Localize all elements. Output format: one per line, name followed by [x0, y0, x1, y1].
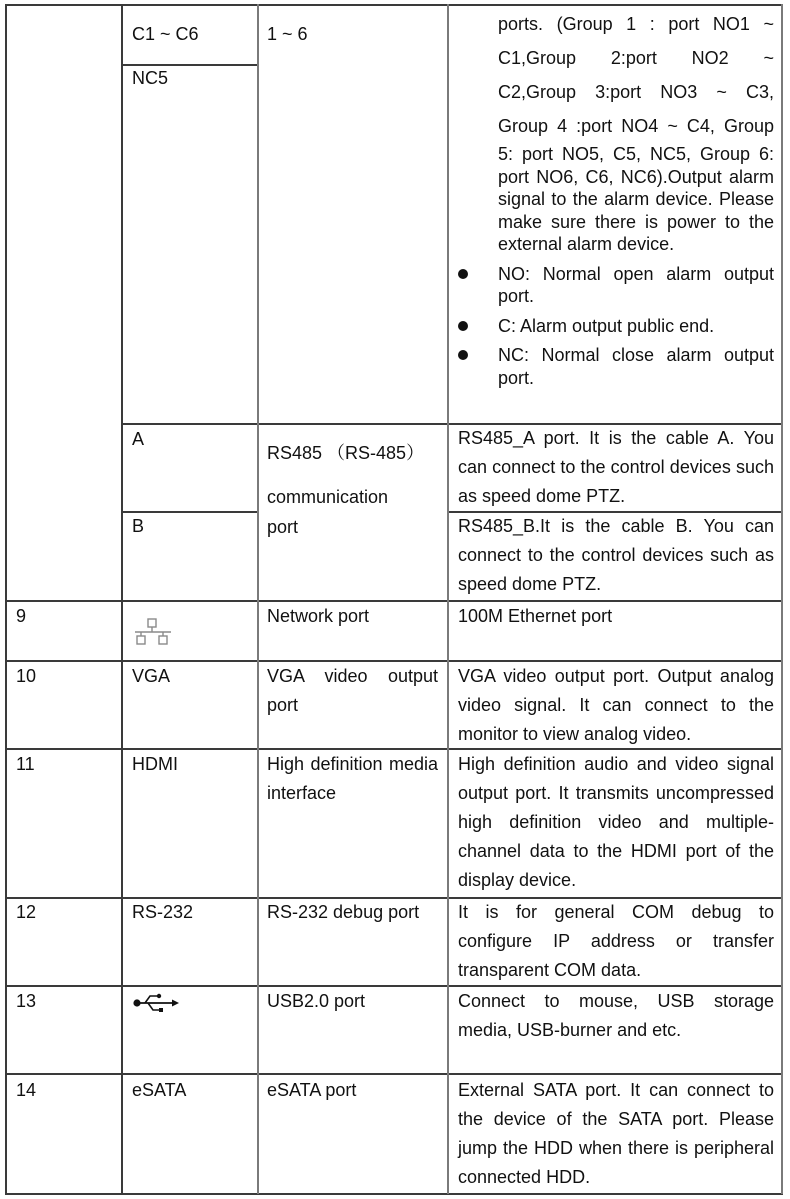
table-border-right [781, 4, 783, 1194]
row-number: 9 [16, 606, 27, 626]
port-description-cell: It is for general COM debug to configure IP address or transfer transparent COM data. [458, 902, 774, 980]
column-divider [447, 4, 449, 1194]
bullet-row [498, 344, 774, 389]
description-line: ports. (Group 1 : port NO1 ~ [498, 14, 774, 34]
description-text: 5: port NO5, C5, NC5, Group 6: port NO6, C6, NC6).Output alarm signal to the alarm device. Please make sure there is power to the external alarm device. [498, 144, 774, 254]
description-line: Group 4 :port NO4 ~ C4, Group [498, 116, 774, 136]
port-name-cell: NC5 [132, 68, 169, 88]
network-port-icon [133, 618, 173, 651]
port-name-cell: RS-232 [132, 902, 194, 922]
port-description-cell: RS485_A port. It is the cable A. You can connect to the control devices such as speed dome PTZ. [458, 428, 774, 506]
port-function-cell: 1 ~ 6 [267, 24, 308, 44]
port-description-cell: VGA video output port. Output analog video signal. It can connect to the monitor to view analog video. [458, 666, 774, 744]
bullet-icon [458, 321, 468, 331]
port-function-cell: VGA video output port [267, 666, 438, 715]
row-number: 13 [16, 991, 37, 1011]
port-name-cell: eSATA [132, 1080, 187, 1100]
port-description-cell: High definition audio and video signal output port. It transmits uncompressed high definition video and multiple-channel data to the HDMI port of the display device. [458, 754, 774, 890]
bullet-icon [458, 269, 468, 279]
row-number: 12 [16, 902, 37, 922]
port-name-cell: B [132, 516, 145, 536]
description-line: C1,Group 2:port NO2 ~ [498, 48, 774, 68]
port-name-cell: VGA [132, 666, 171, 686]
port-function-cell: Network port [267, 606, 370, 626]
column-divider [121, 4, 123, 1194]
port-name-cell: HDMI [132, 754, 178, 774]
port-description-cell: RS485_B.It is the cable B. You can connect to the control devices such as speed dome PTZ. [458, 516, 774, 594]
rs485-function-cell [267, 438, 445, 542]
bullet-item: NO: Normal open alarm output port. [498, 263, 774, 306]
port-function-line: RS485 （RS-485） [267, 443, 425, 463]
row-number: 14 [16, 1080, 37, 1100]
bullet-item: C: Alarm output public end. [498, 315, 715, 336]
alarm-description-cell [498, 7, 774, 389]
port-function-cell: eSATA port [267, 1080, 357, 1100]
table-border-left [5, 4, 7, 1194]
port-function-cell: USB2.0 port [267, 991, 366, 1011]
port-function-cell: RS-232 debug port [267, 902, 420, 922]
port-name-cell: A [132, 429, 145, 449]
row-number: 11 [16, 754, 35, 774]
bullet-row [498, 263, 774, 308]
port-function-line: communication [267, 487, 389, 507]
port-name-cell: C1 ~ C6 [132, 24, 199, 44]
description-line: C2,Group 3:port NO3 ~ C3, [498, 82, 774, 102]
bullet-icon [458, 350, 468, 360]
port-description-cell: 100M Ethernet port [458, 606, 613, 626]
column-divider [257, 4, 259, 1194]
port-function-cell: High definition media interface [267, 754, 438, 803]
bullet-row [498, 315, 774, 338]
row-number: 10 [16, 666, 37, 686]
bullet-item: NC: Normal close alarm output port. [498, 345, 774, 388]
usb-icon [133, 993, 179, 1020]
port-description-cell: External SATA port. It can connect to the device of the SATA port. Please jump the HDD when there is peripheral connected HDD. [458, 1080, 774, 1187]
port-function-line: port [267, 517, 299, 537]
port-description-cell: Connect to mouse, USB storage media, USB-burner and etc. [458, 991, 774, 1040]
